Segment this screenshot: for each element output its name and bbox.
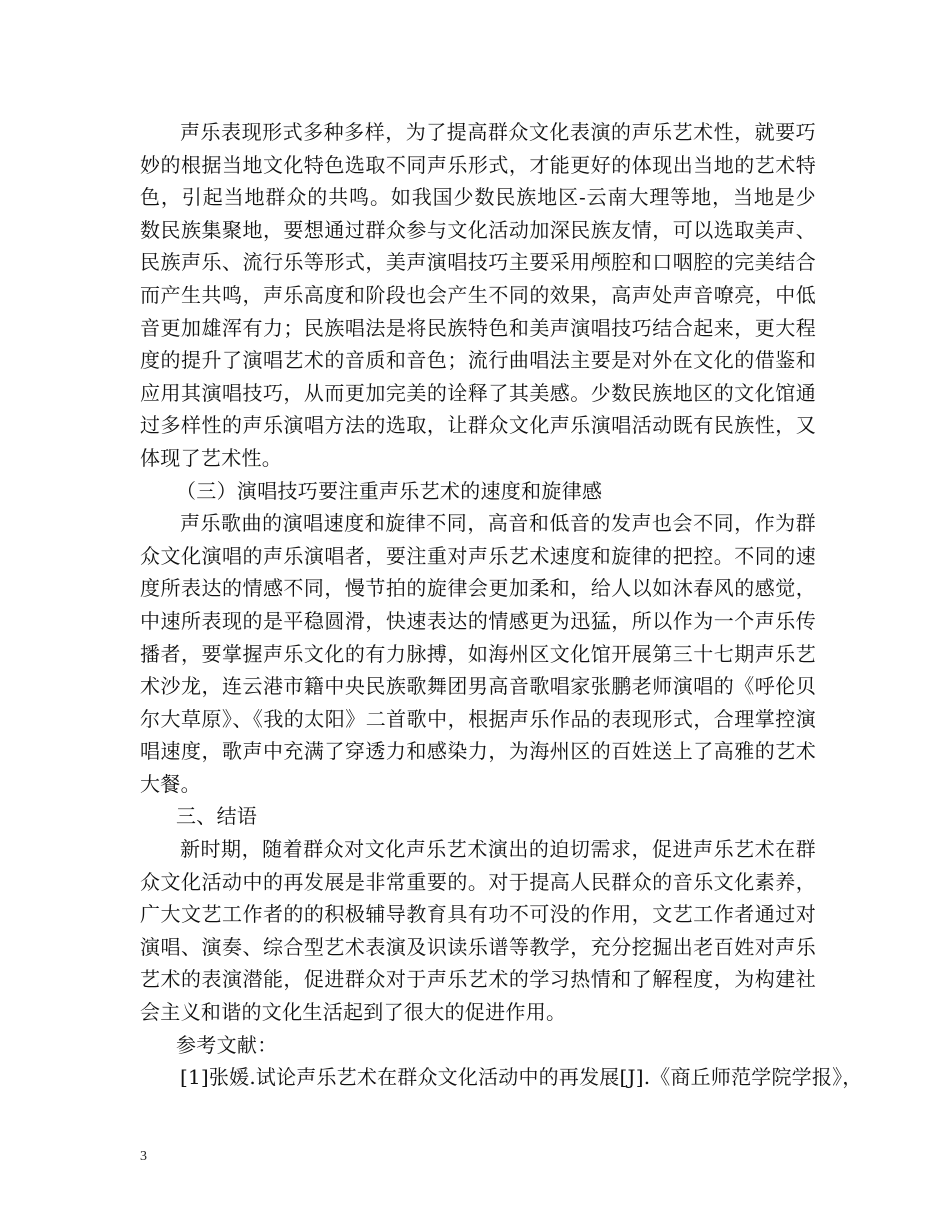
paragraph-conclusion: 新时期，随着群众对文化声乐艺术演出的迫切需求，促进声乐艺术在群众文化活动中的再发展是非常重要的。对于提高人民群众的音乐文化素养，广大文艺工作者的的积极辅导教育具有功不可没的作用，文艺工作者通过对演唱、演奏、综合型艺术表演及识读乐谱等教学，充分挖掘出老百姓对声乐艺术的表演潜能，促进群众对于声乐艺术的学习热情和了解程度，为构建社会主义和谐的文化生活起到了很大的促进作用。 xyxy=(140,837,816,1025)
page-body xyxy=(140,116,863,1094)
paragraph-vocal-forms: 声乐表现形式多种多样，为了提高群众文化表演的声乐艺术性，就要巧妙的根据当地文化特色选取不同声乐形式，才能更好的体现出当地的艺术特色，引起当地群众的共鸣。如我国少数民族地区-云南大理等地，当地是少数民族集聚地，要想通过群众参与文化活动加深民族友情，可以选取美声、民族声乐、流行乐等形式，美声演唱技巧主要采用颅腔和口咽腔的完美结合而产生共鸣，声乐高度和阶段也会产生不同的效果，高声处声音嘹亮，中低音更加雄浑有力；民族唱法是将民族特色和美声演唱技巧结合起来，更大程度的提升了演唱艺术的音质和音色；流行曲唱法主要是对外在文化的借鉴和应用其演唱技巧，从而更加完美的诠释了其美感。少数民族地区的文化馆通过多样性的声乐演唱方法的选取，让群众文化声乐演唱活动既有民族性，又体现了艺术性。 xyxy=(140,120,816,470)
reference-item-1: [1]张媛.试论声乐艺术在群众文化活动中的再发展[J].《商丘师范学院学报》， xyxy=(180,1065,863,1090)
section-heading-conclusion: 三、结语 xyxy=(176,804,258,829)
page-number: 3 xyxy=(140,1149,147,1164)
section-heading-tempo-melody: （三）演唱技巧要注重声乐艺术的速度和旋律感 xyxy=(176,478,603,503)
paragraph-tempo-melody: 声乐歌曲的演唱速度和旋律不同，高音和低音的发声也会不同，作为群众文化演唱的声乐演唱者，要注重对声乐艺术速度和旋律的把控。不同的速度所表达的情感不同，慢节拍的旋律会更加柔和，给人以如沐春风的感觉，中速所表现的是平稳圆滑，快速表达的情感更为迅猛，所以作为一个声乐传播者，要掌握声乐文化的有力脉搏，如海州区文化馆开展第三十七期声乐艺术沙龙，连云港市籍中央民族歌舞团男高音歌唱家张鹏老师演唱的《呼伦贝尔大草原》、《我的太阳》二首歌中，根据声乐作品的表现形式，合理掌控演唱速度，歌声中充满了穿透力和感染力，为海州区的百姓送上了高雅的艺术大餐。 xyxy=(140,511,816,796)
references-heading: 参考文献： xyxy=(176,1032,278,1057)
